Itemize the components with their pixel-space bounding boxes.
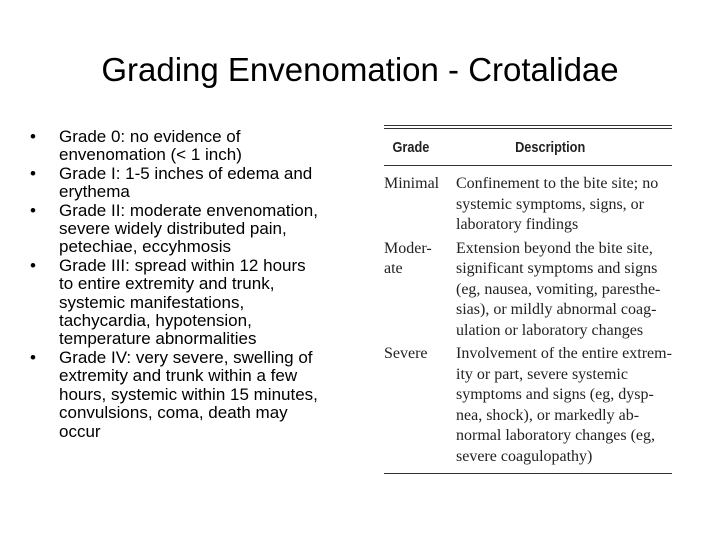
bullet-text-line: • Grade II: moderate envenomation,	[59, 200, 318, 220]
bullet-text-line: tachycardia, hypotension,	[59, 311, 252, 331]
bullet-text-line: temperature abnormalities	[59, 329, 257, 349]
description-text-line: significant symptoms and signs	[456, 260, 658, 277]
description-cell	[456, 239, 672, 342]
grade-bullet-list	[30, 128, 375, 441]
table-row	[384, 174, 672, 236]
grade-text-line: Severe	[384, 345, 428, 362]
description-text-line: sias), or mildly abnormal coag-	[456, 301, 657, 318]
description-text-line: Confinement to the bite site; no	[456, 175, 659, 192]
header-description: Description	[515, 138, 586, 156]
description-text-line: nea, shock), or markedly ab-	[456, 406, 640, 424]
grade-bullet-item	[30, 349, 375, 441]
bullet-text-line: hours, systemic within 15 minutes,	[59, 384, 318, 404]
grade-bullet-item	[30, 257, 375, 349]
description-text-line: symptoms and signs (eg, dysp-	[456, 386, 654, 403]
bullet-text-line: • Grade I: 1-5 inches of edema and	[59, 163, 313, 183]
bullet-text-line: erythema	[59, 182, 130, 202]
description-text-line: Involvement of the entire extrem-	[456, 345, 672, 362]
description-text-line: Extension beyond the bite site,	[456, 239, 653, 257]
bullet-text-line: petechiae, eccyhmosis	[59, 237, 231, 257]
bullet-text-line: • Grade IV: very severe, swelling of	[59, 347, 313, 367]
description-text-line: systemic symptoms, signs, or	[456, 195, 645, 213]
header-grade: Grade	[392, 138, 430, 156]
slide-title: Grading Envenomation - Crotalidae	[101, 51, 619, 88]
grade-cell	[384, 344, 456, 365]
grade-text-line: Minimal	[384, 175, 440, 192]
description-text-line: severe coagulopathy)	[456, 447, 593, 465]
description-text-line: normal laboratory changes (eg,	[456, 427, 656, 444]
bullet-text-line: • Grade 0: no evidence of	[59, 127, 241, 146]
description-cell	[456, 174, 672, 236]
grade-bullet-item	[30, 165, 375, 202]
grade-cell	[384, 239, 456, 280]
bullet-text-line: convulsions, coma, death may	[59, 403, 288, 423]
grade-cell	[384, 174, 456, 195]
table-header	[384, 129, 672, 165]
description-cell	[456, 344, 672, 467]
grade-bullet-item	[30, 128, 375, 165]
description-text-line: (eg, nausea, vomiting, paresthe-	[456, 280, 661, 298]
bullet-text-line: • Grade III: spread within 12 hours	[59, 255, 306, 275]
grade-text-line: Moder-	[384, 239, 432, 257]
description-text-line: laboratory findings	[456, 216, 579, 233]
bullet-text-line: extremity and trunk within a few	[59, 366, 298, 386]
table-body	[384, 166, 672, 467]
bullet-text-line: to entire extremity and trunk,	[59, 274, 275, 294]
bullet-text-line: occur	[59, 421, 101, 441]
table-bottom-rule	[384, 473, 672, 474]
bullet-text-line: envenomation (< 1 inch)	[59, 145, 242, 165]
description-text-line: ity or part, severe systemic	[456, 365, 628, 383]
grade-text-line: ate	[384, 260, 403, 277]
bullet-text-line: systemic manifestations,	[59, 292, 245, 312]
table-row	[384, 239, 672, 342]
description-text-line: ulation or laboratory changes	[456, 321, 644, 339]
grading-table	[384, 125, 672, 474]
grade-bullet-item	[30, 202, 375, 257]
table-row	[384, 344, 672, 467]
bullet-text-line: severe widely distributed pain,	[59, 219, 287, 239]
